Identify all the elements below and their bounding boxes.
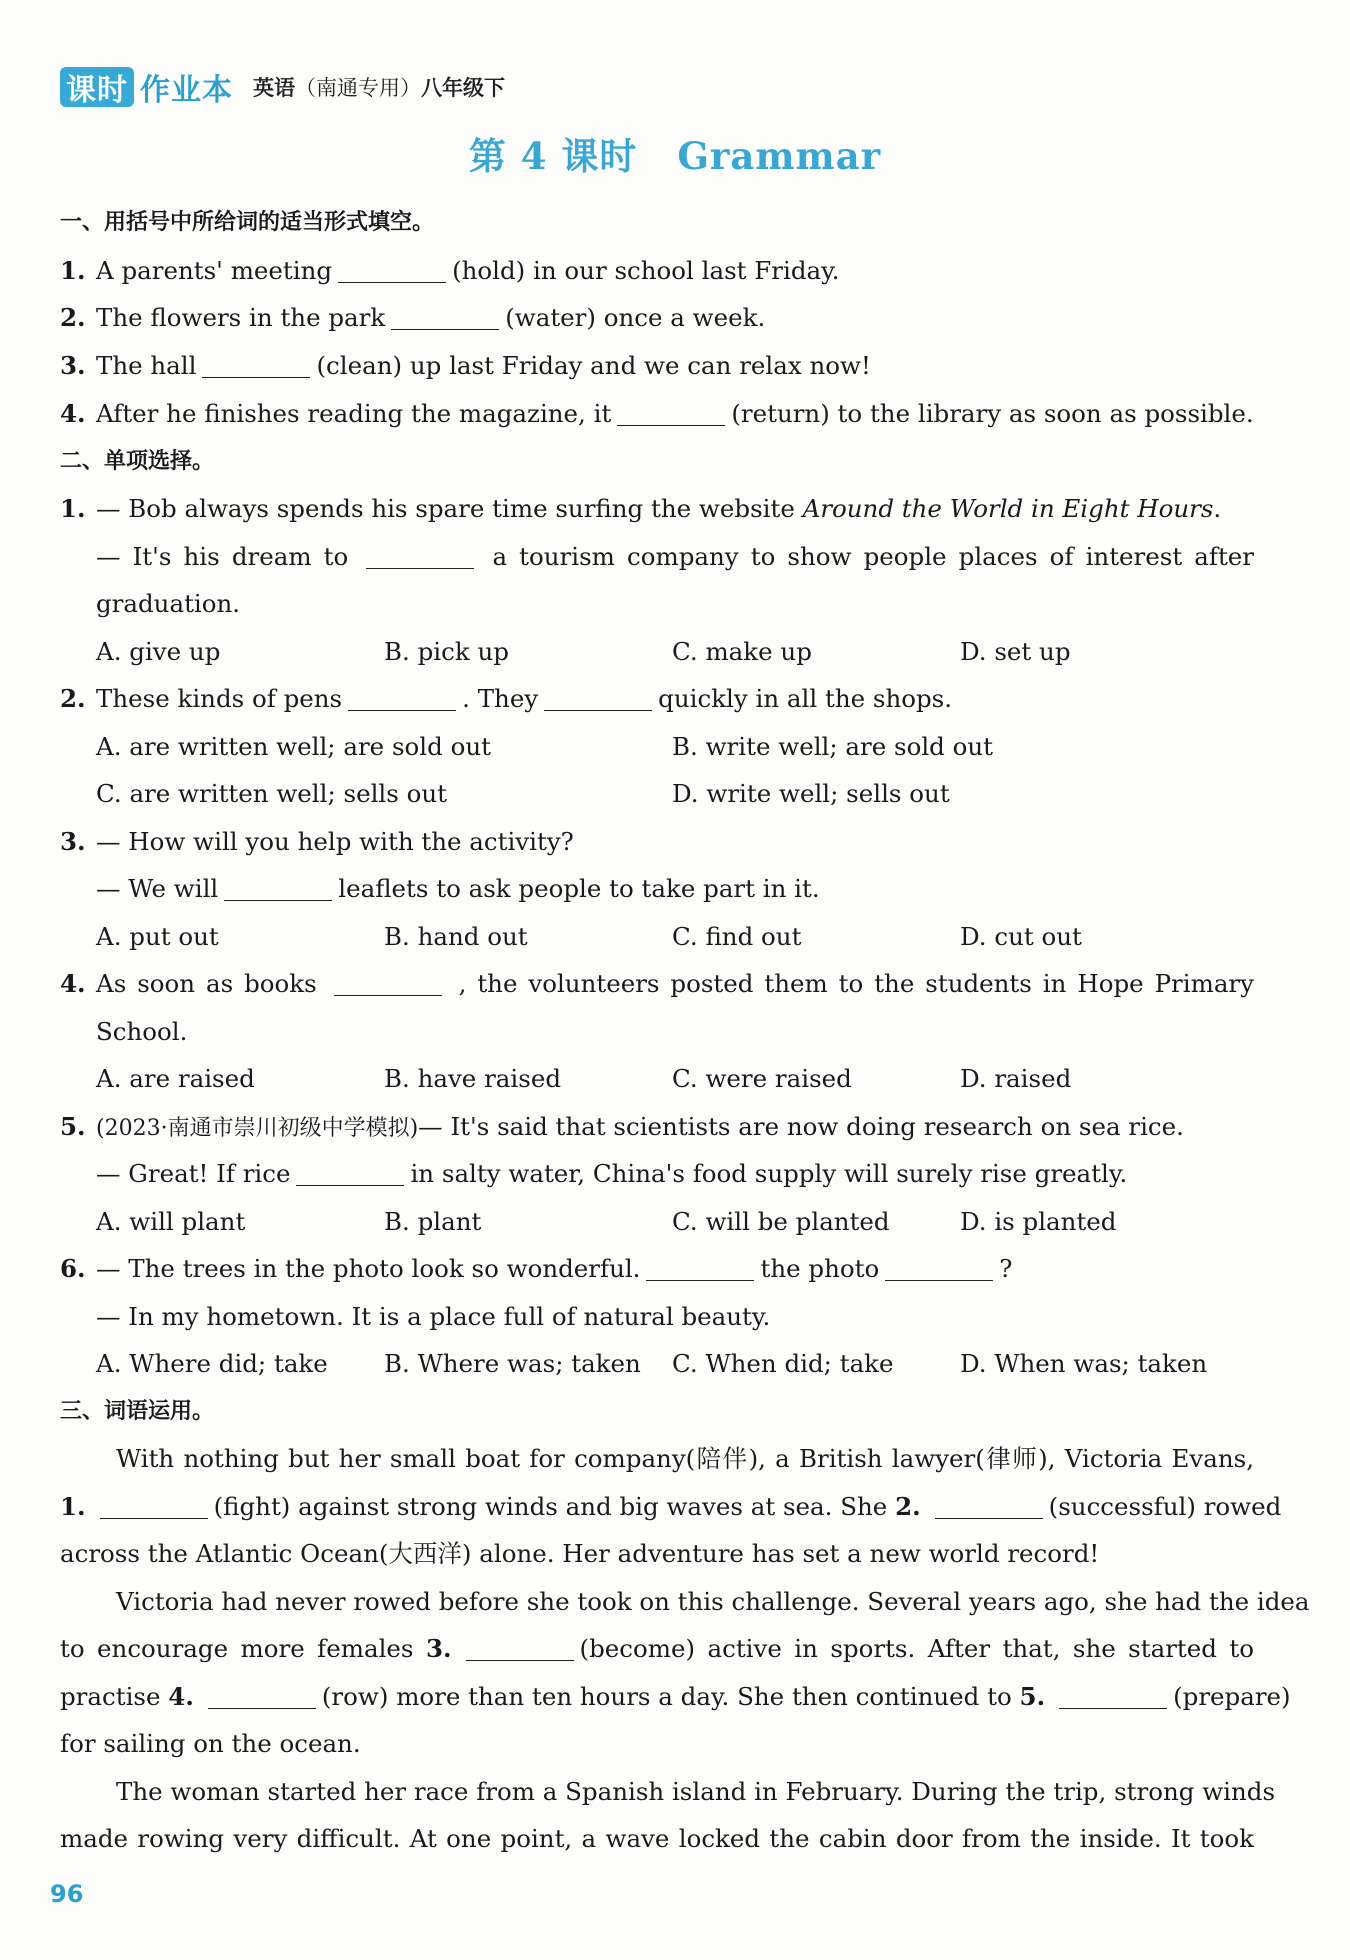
s2-q3-line2 [96,873,820,905]
option-b[interactable]: B. pick up [384,637,509,666]
book-grade: 八年级下 [421,76,505,100]
item-number: 5. [60,1112,86,1141]
s2-q3-line1 [60,826,574,858]
passage-line: made rowing very difficult. At one point, a wave locked the cabin door from the inside. It took [60,1824,1254,1853]
option-c[interactable]: C. make up [672,637,812,666]
lesson-title [0,126,1350,180]
passage-text: practise [60,1682,161,1711]
item-text: — The trees in the photo look so wonderful. [96,1254,641,1283]
option-a[interactable]: A. put out [96,922,219,951]
item-text: ? [999,1254,1013,1283]
passage-line: The woman started her race from a Spanish island in February. During the trip, strong winds [116,1777,1276,1806]
s1-item-3 [60,350,871,382]
brand-logo-text: 作业本 [140,73,233,108]
s1-item-4 [60,398,1254,430]
passage-text: to encourage more females [60,1634,414,1663]
option-d[interactable]: D. is planted [960,1207,1117,1236]
passage-line: for sailing on the ocean. [60,1729,361,1758]
item-text: leaflets to ask people to take part in it. [338,874,820,903]
item-text: These kinds of pens [96,684,343,713]
item-number: 2. [60,684,86,713]
option-c[interactable]: C. will be planted [672,1207,890,1236]
option-d[interactable]: D. When was; taken [960,1349,1208,1378]
passage-text: (prepare) [1173,1682,1291,1711]
lesson-number: 第 4 课时 [468,134,638,178]
item-text: (return) to the library as soon as possible. [731,399,1254,428]
item-text: quickly in all the shops. [658,684,953,713]
s1-item-1 [60,255,840,287]
item-text: (hold) in our school last Friday. [452,256,840,285]
s1-item-2 [60,302,765,334]
option-d[interactable]: D. set up [960,637,1071,666]
item-text: . [1213,494,1222,523]
option-c[interactable]: C. are written well; sells out [96,779,447,808]
blank-number: 2. [895,1492,921,1521]
s2-q4-line2: School. [96,1017,188,1046]
s2-q6-line2: — In my hometown. It is a place full of natural beauty. [96,1302,771,1331]
item-text: — It's his dream to [96,542,349,571]
s2-q1-line1 [60,493,1221,525]
passage-line: Victoria had never rowed before she took on this challenge. Several years ago, she had the idea [116,1587,1310,1616]
option-a[interactable]: A. will plant [96,1207,246,1236]
passage-text: (successful) rowed [1048,1492,1282,1521]
passage-text: (fight) against strong winds and big waves at sea. She [213,1492,888,1521]
option-a[interactable]: A. are written well; are sold out [96,732,491,761]
item-text: (water) once a week. [505,303,766,332]
option-d[interactable]: D. write well; sells out [672,779,950,808]
item-text: — How will you help with the activity? [96,827,574,856]
section3-heading: 三、词语运用。 [60,1399,215,1424]
answer-blank[interactable] [1059,1684,1167,1709]
item-number: 1. [60,256,86,285]
answer-blank[interactable] [202,353,310,378]
passage-line: With nothing but her small boat for company(陪伴), a British lawyer(律师), Victoria Evans, [116,1444,1254,1473]
answer-blank[interactable] [366,544,474,569]
option-a[interactable]: A. give up [96,637,221,666]
passage-line [60,1681,1291,1713]
item-text: , the volunteers posted them to the students in Hope Primary [458,969,1254,998]
passage-line: across the Atlantic Ocean(大西洋) alone. Her adventure has set a new world record! [60,1539,1100,1568]
item-text: The flowers in the park [96,303,386,332]
website-title: Around the World in Eight Hours [802,494,1214,523]
option-d[interactable]: D. raised [960,1064,1072,1093]
answer-blank[interactable] [100,1494,208,1519]
passage-text: (become) active in sports. After that, she started to [579,1634,1254,1663]
blank-number: 4. [168,1682,194,1711]
blank-number: 5. [1019,1682,1046,1711]
answer-blank[interactable] [935,1494,1043,1519]
item-number: 3. [60,827,86,856]
answer-blank[interactable] [391,305,499,330]
item-text: . They [462,684,539,713]
item-number: 4. [60,969,86,998]
answer-blank[interactable] [646,1256,754,1281]
answer-blank[interactable] [617,401,725,426]
book-subject: 英语 [253,76,295,100]
item-text: the photo [760,1254,880,1283]
answer-blank[interactable] [334,971,442,996]
blank-number: 1. [60,1492,86,1521]
passage-text: (row) more than ten hours a day. She then continued to [321,1682,1012,1711]
s2-q5-line2 [96,1158,1127,1190]
item-number: 6. [60,1254,86,1283]
header-brand [60,66,505,108]
answer-blank[interactable] [544,686,652,711]
option-c[interactable]: C. find out [672,922,802,951]
s2-q6-line1 [60,1253,1012,1285]
item-number: 3. [60,351,86,380]
item-text: The hall [96,351,197,380]
page-number: 96 [50,1880,84,1908]
book-edition: （南通专用） [295,76,421,100]
s2-q1-line2 [96,541,1254,573]
item-number: 2. [60,303,86,332]
option-c[interactable]: C. When did; take [672,1349,894,1378]
answer-blank[interactable] [885,1256,993,1281]
answer-blank[interactable] [466,1636,574,1661]
item-text: A parents' meeting [96,256,333,285]
question-source: (2023·南通市崇川初级中学模拟) [96,1116,419,1141]
item-text: After he finishes reading the magazine, it [96,399,612,428]
s2-q1-line3: graduation. [96,589,241,618]
s2-q4-line1 [60,968,1254,1000]
s2-q5-line1 [60,1111,1184,1145]
item-text: — Bob always spends his spare time surfing the website [96,494,803,523]
book-info [253,72,505,102]
answer-blank[interactable] [296,1161,404,1186]
answer-blank[interactable] [338,258,446,283]
option-d[interactable]: D. cut out [960,922,1082,951]
option-b[interactable]: B. hand out [384,922,528,951]
section2-heading: 二、单项选择。 [60,449,215,474]
item-text: — It's said that scientists are now doing research on sea rice. [418,1112,1184,1141]
item-text: — We will [96,874,219,903]
item-number: 1. [60,494,86,523]
passage-line [60,1491,1282,1523]
item-text: in salty water, China's food supply will surely rise greatly. [410,1159,1128,1188]
item-text: a tourism company to show people places of interest after [492,542,1254,571]
answer-blank[interactable] [208,1684,316,1709]
option-b[interactable]: B. have raised [384,1064,562,1093]
item-text: (clean) up last Friday and we can relax now! [316,351,871,380]
s2-q2-line1 [60,683,952,715]
option-a[interactable]: A. are raised [96,1064,255,1093]
item-text: — Great! If rice [96,1159,291,1188]
section1-heading: 一、用括号中所给词的适当形式填空。 [60,210,435,235]
answer-blank[interactable] [224,876,332,901]
item-text: As soon as books [96,969,317,998]
option-b[interactable]: B. Where was; taken [384,1349,641,1378]
answer-blank[interactable] [348,686,456,711]
brand-logo-box: 课时 [60,67,134,107]
option-a[interactable]: A. Where did; take [96,1349,328,1378]
option-c[interactable]: C. were raised [672,1064,852,1093]
passage-line [60,1633,1254,1665]
lesson-topic: Grammar [677,134,882,178]
option-b[interactable]: B. plant [384,1207,482,1236]
blank-number: 3. [425,1634,452,1663]
option-b[interactable]: B. write well; are sold out [672,732,994,761]
item-number: 4. [60,399,86,428]
